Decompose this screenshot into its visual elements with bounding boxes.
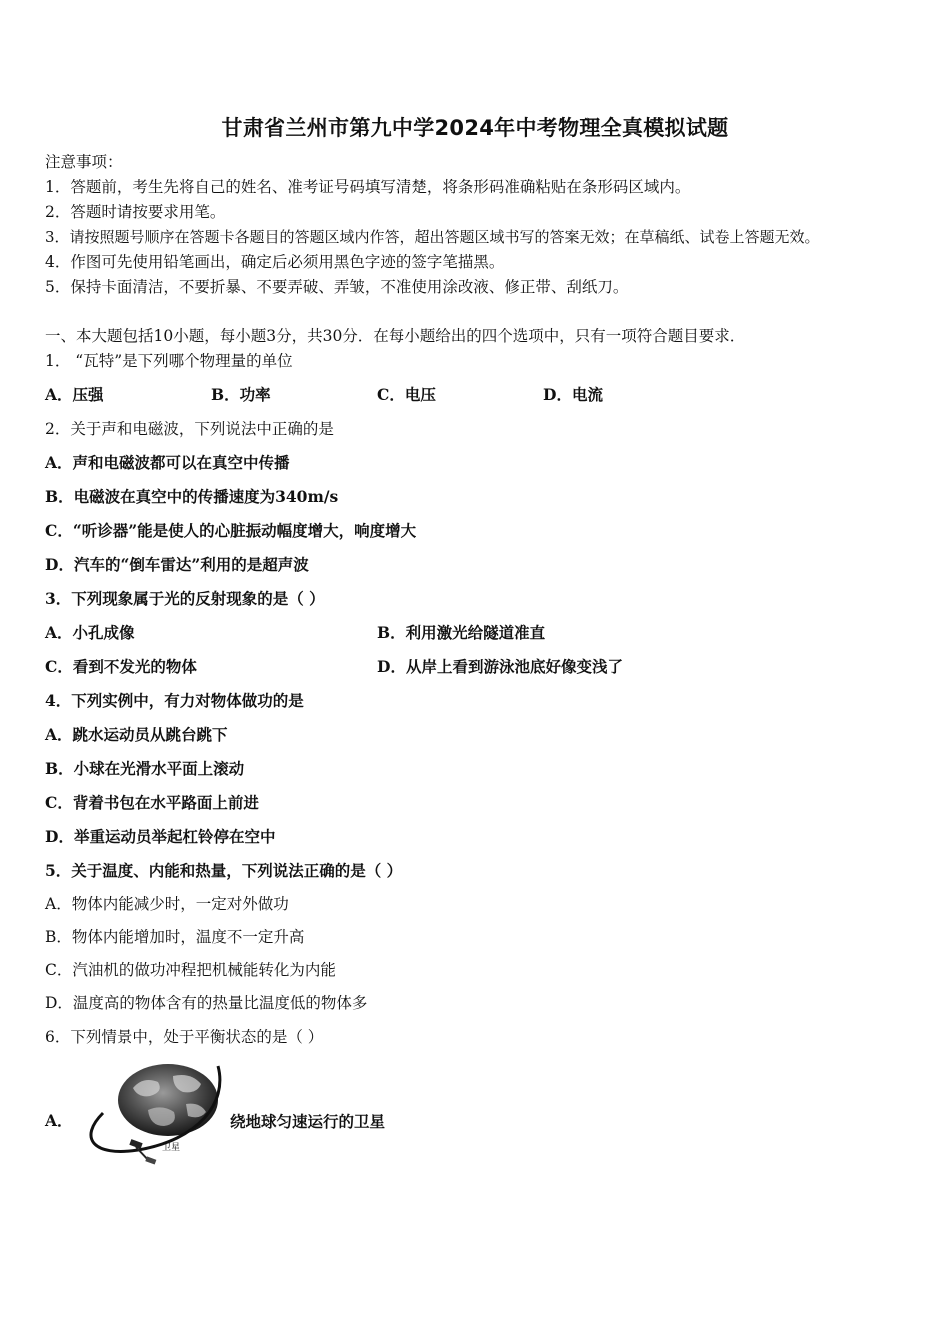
q5-option-d: D．温度高的物体含有的热量比温度低的物体多 bbox=[45, 994, 368, 1012]
page-title: 甘肃省兰州市第九中学2024年中考物理全真模拟试题 bbox=[221, 116, 729, 140]
notice-item-4: 4．作图可先使用铅笔画出，确定后必须用黑色字迹的签字笔描黑。 bbox=[45, 253, 505, 271]
q4-option-c: C．背着书包在水平路面上前进 bbox=[45, 793, 259, 812]
q2-option-b: B．电磁波在真空中的传播速度为340m/s bbox=[45, 487, 339, 506]
q4-option-a: A．跳水运动员从跳台跳下 bbox=[45, 725, 228, 744]
q6-option-a-label: A． bbox=[45, 1111, 73, 1130]
q5-option-a: A．物体内能减少时，一定对外做功 bbox=[45, 895, 289, 913]
question-6-stem: 6．下列情景中，处于平衡状态的是（ ） bbox=[45, 1028, 324, 1046]
q1-option-c: C．电压 bbox=[377, 385, 436, 404]
q6-option-a-text: 绕地球匀速运行的卫星 bbox=[230, 1112, 386, 1131]
notice-item-5: 5．保持卡面清洁，不要折暴、不要弄破、弄皱，不准使用涂改液、修正带、刮纸刀。 bbox=[45, 278, 629, 296]
q2-option-d: D．汽车的“倒车雷达”利用的是超声波 bbox=[45, 555, 309, 574]
q1-option-a: A．压强 bbox=[45, 385, 104, 404]
notice-item-2: 2．答题时请按要求用笔。 bbox=[45, 203, 226, 221]
q5-option-b: B．物体内能增加时，温度不一定升高 bbox=[45, 928, 305, 946]
q2-option-c: C．“听诊器”能是使人的心脏振动幅度增大，响度增大 bbox=[45, 521, 417, 540]
q3-option-c: C．看到不发光的物体 bbox=[45, 657, 197, 676]
section-heading: 一、本大题包括10小题，每小题3分，共30分．在每小题给出的四个选项中，只有一项符合题目要求． bbox=[45, 327, 746, 345]
question-1-stem: 1． “瓦特”是下列哪个物理量的单位 bbox=[45, 352, 293, 370]
q3-option-b: B．利用激光给隧道准直 bbox=[377, 623, 546, 642]
satellite-orbit-figure bbox=[78, 1058, 228, 1166]
notice-heading: 注意事项： bbox=[45, 153, 123, 171]
q3-option-d: D．从岸上看到游泳池底好像变浅了 bbox=[377, 657, 623, 676]
q3-option-a: A．小孔成像 bbox=[45, 623, 135, 642]
question-2-stem: 2．关于声和电磁波，下列说法中正确的是 bbox=[45, 420, 334, 438]
satellite-label: 卫星 bbox=[162, 1143, 181, 1153]
notice-item-1: 1．答题前，考生先将自己的姓名、准考证号码填写清楚，将条形码准确粘贴在条形码区域内。 bbox=[45, 178, 691, 196]
q2-option-a: A．声和电磁波都可以在真空中传播 bbox=[45, 453, 290, 472]
question-3-stem: 3．下列现象属于光的反射现象的是（ ） bbox=[45, 589, 325, 608]
q1-option-b: B．功率 bbox=[211, 385, 271, 404]
notice-item-3: 3．请按照题号顺序在答题卡各题目的答题区域内作答，超出答题区域书写的答案无效；在草稿纸、试卷上答题无效。 bbox=[45, 228, 820, 246]
question-4-stem: 4．下列实例中，有力对物体做功的是 bbox=[45, 691, 304, 710]
earth-icon bbox=[118, 1064, 218, 1136]
q1-option-d: D．电流 bbox=[543, 385, 603, 404]
q4-option-d: D．举重运动员举起杠铃停在空中 bbox=[45, 827, 276, 846]
question-5-stem: 5．关于温度、内能和热量，下列说法正确的是（ ） bbox=[45, 861, 403, 880]
q5-option-c: C．汽油机的做功冲程把机械能转化为内能 bbox=[45, 961, 336, 979]
q4-option-b: B．小球在光滑水平面上滚动 bbox=[45, 759, 245, 778]
